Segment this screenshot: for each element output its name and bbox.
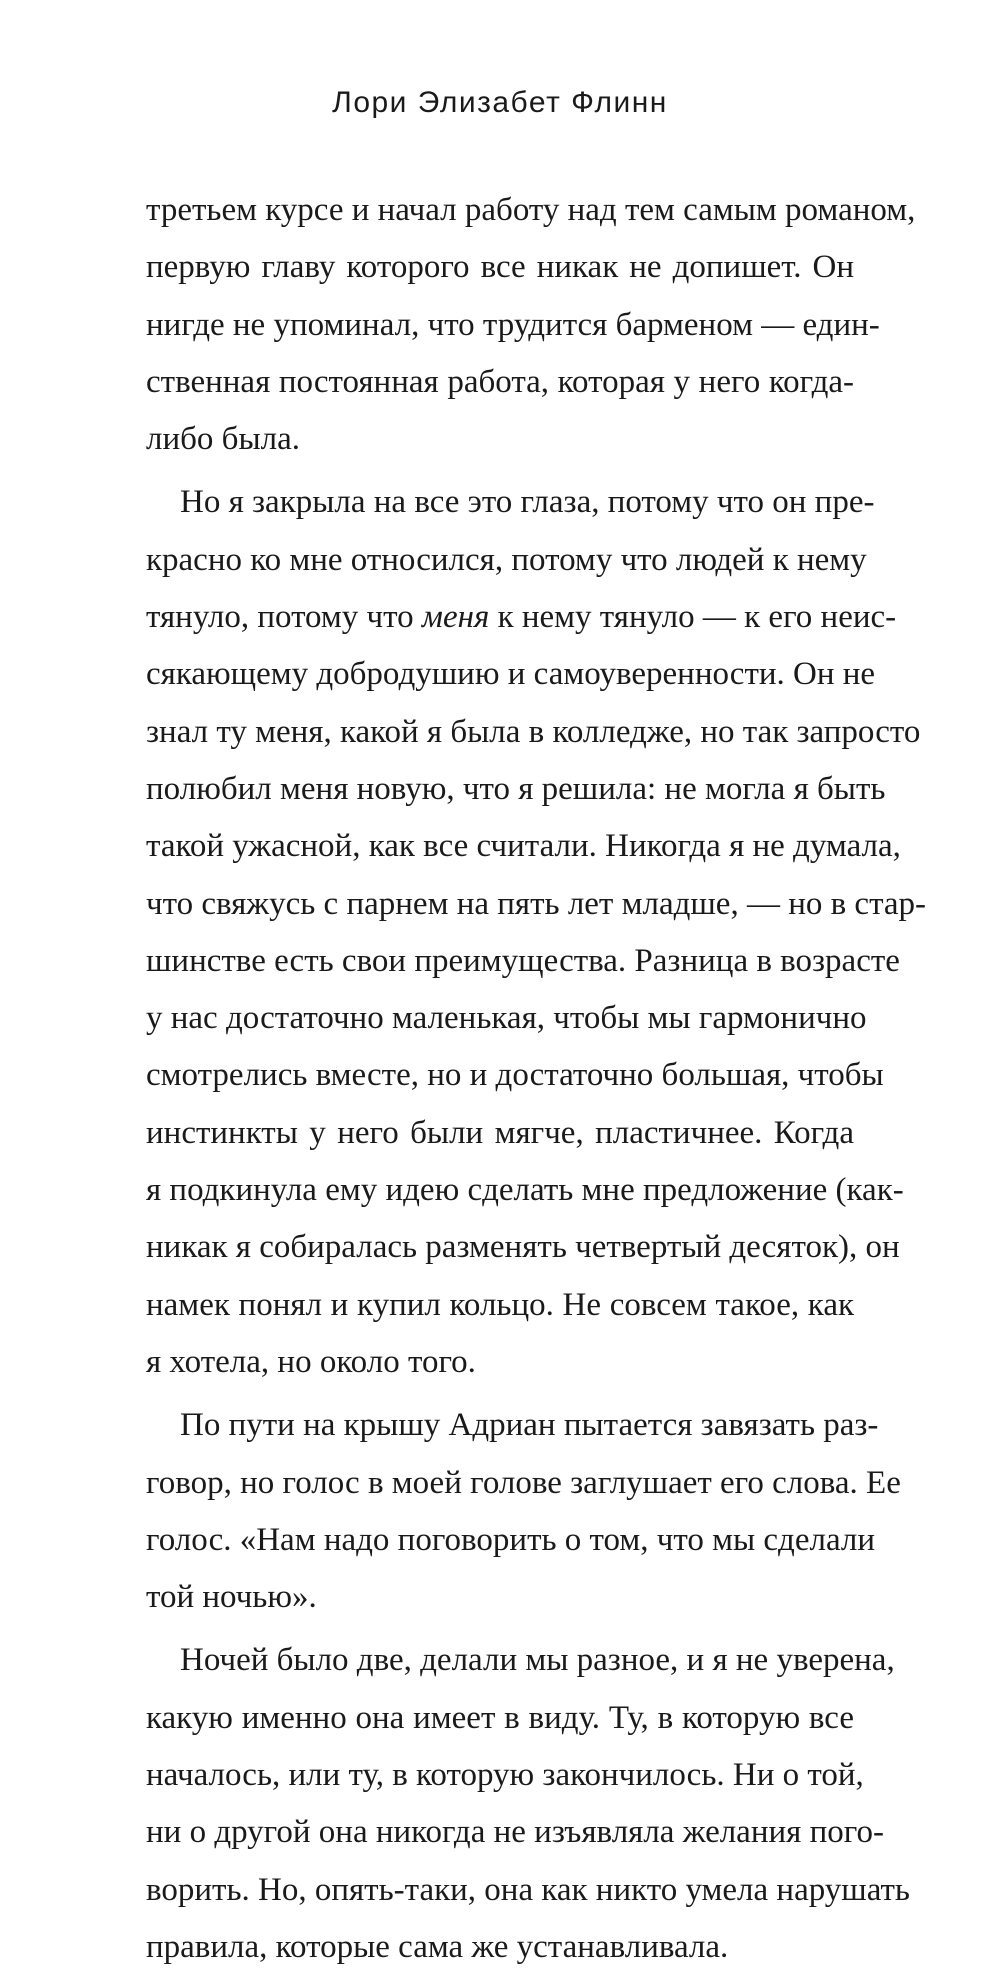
text-line: никак я собиралась разменять четвертый десяток), он: [146, 1229, 900, 1266]
text-line: началось, или ту, в которую закончилось. Ни о той,: [146, 1757, 864, 1794]
text-line: третьем курсе и начал работу над тем самым романом,: [146, 192, 916, 228]
text-line: ни о другой она никогда не изъявляла желания пого-: [146, 1814, 884, 1851]
text-line: [146, 589, 897, 646]
text-line: какую именно она имеет в виду. Ту, в которую все: [146, 1699, 854, 1736]
text-line: смотрелись вместе, но и достаточно большая, чтобы: [146, 1057, 884, 1094]
text-line: полюбил меня новую, что я решила: не могла я быть: [146, 770, 886, 807]
text-segment: тянуло, потому что: [146, 599, 422, 636]
paragraph: [146, 182, 916, 468]
text-line: сякающему добродушию и самоуверенности. Он не: [146, 656, 876, 693]
text-line: шинстве есть свои преимущества. Разница в возрасте: [146, 942, 900, 979]
paragraph: [146, 1632, 910, 1976]
text-line: красно ко мне относился, потому что людей к нему: [146, 541, 867, 578]
text-line: у нас достаточно маленькая, чтобы мы гармонично: [146, 1000, 867, 1037]
text-segment: к нему тянуло — к его неис-: [489, 599, 897, 636]
text-line: такой ужасной, как все считали. Никогда я не думала,: [146, 828, 901, 865]
text-line: что свяжусь с парнем на пять лет младше, — но в стар-: [146, 885, 927, 922]
body-text: [146, 182, 927, 1976]
text-line: Но я закрыла на все это глаза, потому что он пре-: [180, 484, 875, 521]
paragraph: [146, 1397, 901, 1626]
text-line: ворить. Но, опять-таки, она как никто умела нарушать: [146, 1871, 910, 1908]
text-line: я подкинула ему идею сделать мне предложение (как-: [146, 1172, 904, 1209]
text-line: нигде не упоминал, что трудится барменом — един-: [146, 306, 880, 343]
text-line: инстинкты у него были мягче, пластичнее. Когда: [146, 1114, 854, 1151]
text-line: Ночей было две, делали мы разное, и я не уверена,: [180, 1642, 895, 1679]
text-line: я хотела, но около того.: [146, 1343, 476, 1380]
text-line: правила, которые сама же устанавливала.: [146, 1928, 729, 1965]
text-line: намек понял и купил кольцо. Не совсем такое, как: [146, 1286, 854, 1323]
text-line: первую главу которого все никак не допишет. Он: [146, 249, 854, 286]
text-line: той ночью».: [146, 1579, 317, 1616]
text-line: говор, но голос в моей голове заглушает его слова. Ее: [146, 1464, 901, 1501]
text-line: голос. «Нам надо поговорить о том, что мы сделали: [146, 1521, 876, 1558]
text-line: По пути на крышу Адриан пытается завязать раз-: [180, 1407, 879, 1444]
text-line: ственная постоянная работа, которая у него когда-: [146, 363, 854, 400]
text-line: знал ту меня, какой я была в колледже, но так запросто: [146, 713, 921, 750]
paragraph: [146, 474, 927, 1391]
italic-emphasis: меня: [421, 599, 490, 636]
running-header: Лори Элизабет Флинн: [332, 86, 668, 119]
text-line: либо была.: [146, 421, 300, 458]
